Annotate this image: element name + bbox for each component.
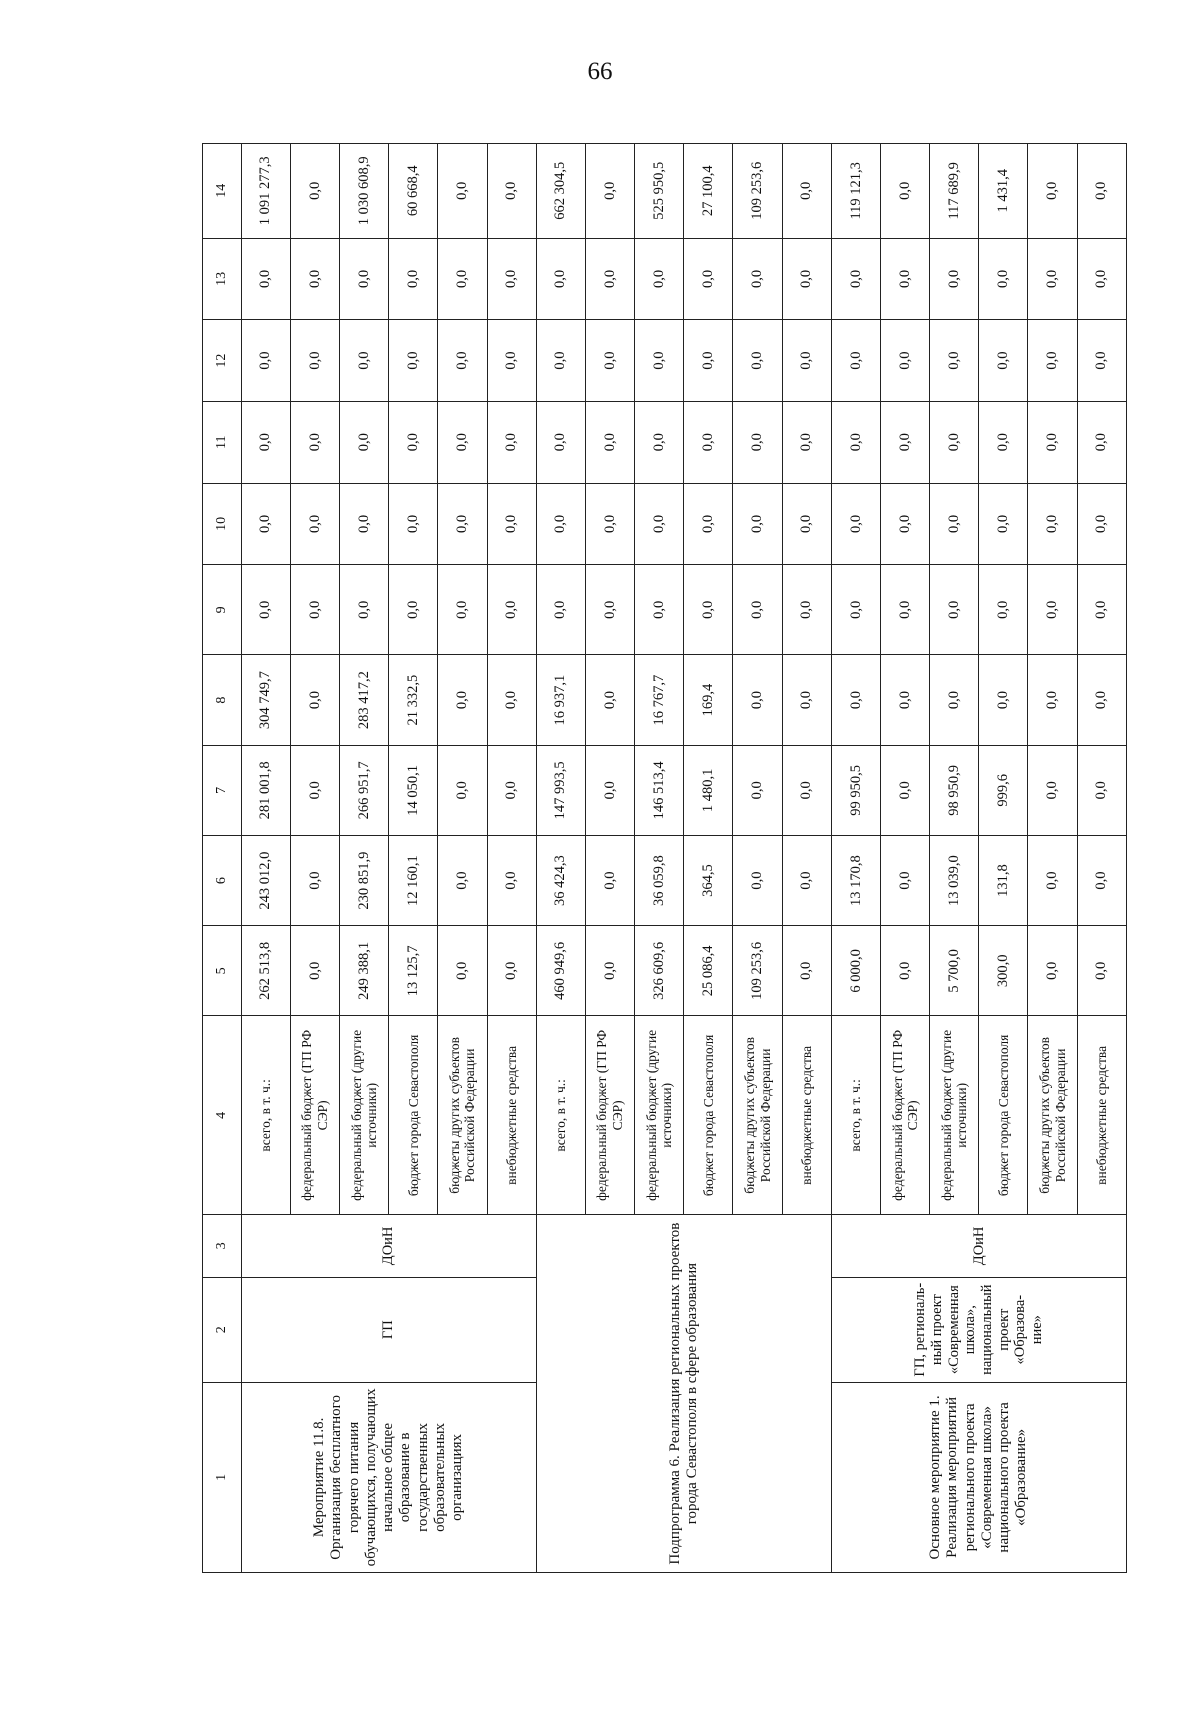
value-cell: 21 332,5 [389, 655, 438, 745]
value-cell: 98 950,9 [930, 745, 979, 835]
value-cell: 0,0 [635, 565, 684, 655]
value-cell: 0,0 [635, 320, 684, 402]
column-header-13: 13 [203, 238, 242, 320]
value-cell: 0,0 [340, 565, 389, 655]
value-cell: 0,0 [487, 238, 536, 320]
value-cell: 0,0 [389, 401, 438, 483]
value-cell: 36 424,3 [536, 835, 585, 925]
value-cell: 60 668,4 [389, 144, 438, 239]
funding-source-cell: всего, в т. ч.: [536, 1016, 585, 1215]
entity-name-cell: Мероприятие 11.8. Организация бесплатного горячего питания обучающихся, получающих начальное общее образование в государственных образовательных организациях [241, 1382, 536, 1572]
value-cell: 999,6 [979, 745, 1028, 835]
value-cell: 0,0 [1077, 926, 1126, 1016]
value-cell: 1 480,1 [684, 745, 733, 835]
value-cell: 0,0 [831, 401, 880, 483]
value-cell: 0,0 [290, 144, 339, 239]
value-cell: 0,0 [782, 401, 831, 483]
value-cell: 0,0 [585, 144, 634, 239]
value-cell: 0,0 [880, 655, 929, 745]
value-cell: 0,0 [684, 401, 733, 483]
program-type-cell: ГП [241, 1277, 536, 1382]
value-cell: 0,0 [880, 483, 929, 565]
value-cell: 0,0 [438, 238, 487, 320]
value-cell: 0,0 [241, 320, 290, 402]
value-cell: 0,0 [241, 238, 290, 320]
value-cell: 1 091 277,3 [241, 144, 290, 239]
value-cell: 0,0 [733, 835, 782, 925]
column-header-3: 3 [203, 1215, 242, 1277]
value-cell: 0,0 [290, 320, 339, 402]
value-cell: 109 253,6 [733, 926, 782, 1016]
value-cell: 364,5 [684, 835, 733, 925]
value-cell: 0,0 [487, 144, 536, 239]
value-cell: 266 951,7 [340, 745, 389, 835]
value-cell: 0,0 [782, 144, 831, 239]
value-cell: 0,0 [1028, 144, 1077, 239]
value-cell: 0,0 [733, 655, 782, 745]
funding-source-cell: всего, в т. ч.: [831, 1016, 880, 1215]
value-cell: 0,0 [340, 483, 389, 565]
value-cell: 1 431,4 [979, 144, 1028, 239]
value-cell: 304 749,7 [241, 655, 290, 745]
value-cell: 16 767,7 [635, 655, 684, 745]
value-cell: 0,0 [930, 320, 979, 402]
value-cell: 13 170,8 [831, 835, 880, 925]
value-cell: 0,0 [733, 401, 782, 483]
funding-source-cell: федеральный бюджет (другие источники) [930, 1016, 979, 1215]
column-header-9: 9 [203, 565, 242, 655]
value-cell: 0,0 [536, 565, 585, 655]
value-cell: 0,0 [782, 320, 831, 402]
value-cell: 0,0 [930, 238, 979, 320]
value-cell: 0,0 [782, 655, 831, 745]
value-cell: 0,0 [290, 835, 339, 925]
value-cell: 0,0 [831, 320, 880, 402]
value-cell: 0,0 [585, 320, 634, 402]
value-cell: 0,0 [782, 238, 831, 320]
column-header-6: 6 [203, 835, 242, 925]
value-cell: 36 059,8 [635, 835, 684, 925]
value-cell: 230 851,9 [340, 835, 389, 925]
value-cell: 0,0 [438, 320, 487, 402]
value-cell: 0,0 [585, 926, 634, 1016]
column-header-8: 8 [203, 655, 242, 745]
funding-source-cell: бюджеты других субъектов Российской Федерации [438, 1016, 487, 1215]
value-cell: 283 417,2 [340, 655, 389, 745]
column-header-14: 14 [203, 144, 242, 239]
value-cell: 326 609,6 [635, 926, 684, 1016]
value-cell: 0,0 [389, 320, 438, 402]
value-cell: 0,0 [1028, 320, 1077, 402]
value-cell: 0,0 [1077, 483, 1126, 565]
value-cell: 249 388,1 [340, 926, 389, 1016]
funding-source-cell: бюджеты других субъектов Российской Федерации [1028, 1016, 1077, 1215]
funding-source-cell: бюджет города Севастополя [979, 1016, 1028, 1215]
value-cell: 0,0 [782, 926, 831, 1016]
value-cell: 0,0 [1028, 401, 1077, 483]
column-header-5: 5 [203, 926, 242, 1016]
value-cell: 169,4 [684, 655, 733, 745]
value-cell: 460 949,6 [536, 926, 585, 1016]
value-cell: 0,0 [585, 655, 634, 745]
value-cell: 99 950,5 [831, 745, 880, 835]
value-cell: 0,0 [438, 401, 487, 483]
value-cell: 0,0 [880, 238, 929, 320]
value-cell: 0,0 [487, 926, 536, 1016]
funding-source-cell: всего, в т. ч.: [241, 1016, 290, 1215]
value-cell: 0,0 [635, 401, 684, 483]
value-cell: 117 689,9 [930, 144, 979, 239]
table-row [241, 144, 290, 1573]
value-cell: 0,0 [438, 483, 487, 565]
value-cell: 525 950,5 [635, 144, 684, 239]
value-cell: 281 001,8 [241, 745, 290, 835]
funding-source-cell: внебюджетные средства [782, 1016, 831, 1215]
value-cell: 0,0 [536, 483, 585, 565]
header-row [203, 144, 242, 1573]
value-cell: 1 030 608,9 [340, 144, 389, 239]
column-header-10: 10 [203, 483, 242, 565]
value-cell: 0,0 [733, 745, 782, 835]
value-cell: 0,0 [389, 238, 438, 320]
table-body [203, 144, 1127, 1573]
value-cell: 0,0 [487, 483, 536, 565]
value-cell: 0,0 [340, 238, 389, 320]
value-cell: 109 253,6 [733, 144, 782, 239]
value-cell: 0,0 [290, 401, 339, 483]
value-cell: 0,0 [733, 565, 782, 655]
value-cell: 0,0 [389, 483, 438, 565]
column-header-12: 12 [203, 320, 242, 402]
table-row [831, 144, 880, 1573]
value-cell: 147 993,5 [536, 745, 585, 835]
funding-source-cell: бюджет города Севастополя [389, 1016, 438, 1215]
rotated-table-container [202, 143, 1127, 1573]
entity-name-cell: Основное мероприятие 1. Реализация мероприятий регионального проекта «Современная школа» национального проекта «Образование» [831, 1382, 1126, 1572]
value-cell: 0,0 [536, 320, 585, 402]
value-cell: 0,0 [1028, 745, 1077, 835]
column-header-11: 11 [203, 401, 242, 483]
value-cell: 25 086,4 [684, 926, 733, 1016]
value-cell: 0,0 [438, 835, 487, 925]
value-cell: 0,0 [880, 320, 929, 402]
value-cell: 0,0 [635, 483, 684, 565]
value-cell: 0,0 [585, 835, 634, 925]
value-cell: 0,0 [241, 401, 290, 483]
value-cell: 0,0 [340, 401, 389, 483]
value-cell: 0,0 [585, 565, 634, 655]
value-cell: 0,0 [585, 745, 634, 835]
value-cell: 0,0 [979, 401, 1028, 483]
funding-source-cell: федеральный бюджет (ГП РФ СЭР) [290, 1016, 339, 1215]
value-cell: 131,8 [979, 835, 1028, 925]
value-cell: 0,0 [1077, 745, 1126, 835]
value-cell: 0,0 [1077, 144, 1126, 239]
value-cell: 14 050,1 [389, 745, 438, 835]
value-cell: 0,0 [979, 655, 1028, 745]
value-cell: 0,0 [487, 745, 536, 835]
value-cell: 0,0 [880, 835, 929, 925]
value-cell: 0,0 [880, 926, 929, 1016]
value-cell: 0,0 [290, 565, 339, 655]
executor-cell: ДОиН [241, 1215, 536, 1277]
value-cell: 0,0 [487, 655, 536, 745]
value-cell: 0,0 [1028, 926, 1077, 1016]
value-cell: 0,0 [487, 565, 536, 655]
funding-source-cell: федеральный бюджет (другие источники) [635, 1016, 684, 1215]
value-cell: 243 012,0 [241, 835, 290, 925]
value-cell: 0,0 [733, 320, 782, 402]
value-cell: 0,0 [880, 565, 929, 655]
value-cell: 0,0 [290, 655, 339, 745]
value-cell: 0,0 [1028, 565, 1077, 655]
value-cell: 0,0 [782, 745, 831, 835]
table-row [536, 144, 585, 1573]
value-cell: 0,0 [536, 238, 585, 320]
value-cell: 0,0 [880, 401, 929, 483]
funding-source-cell: бюджеты других субъектов Российской Федерации [733, 1016, 782, 1215]
value-cell: 0,0 [438, 926, 487, 1016]
value-cell: 0,0 [782, 483, 831, 565]
value-cell: 0,0 [831, 238, 880, 320]
value-cell: 0,0 [438, 655, 487, 745]
value-cell: 0,0 [880, 144, 929, 239]
program-type-cell: ГП, региональ-ный проект «Современная школа», национальный проект «Образова-ние» [831, 1277, 1126, 1382]
value-cell: 146 513,4 [635, 745, 684, 835]
value-cell: 0,0 [880, 745, 929, 835]
value-cell: 12 160,1 [389, 835, 438, 925]
value-cell: 0,0 [585, 401, 634, 483]
entity-name-cell: Подпрограмма 6. Реализация региональных проектов города Севастополя в сфере образования [536, 1215, 831, 1573]
value-cell: 0,0 [930, 655, 979, 745]
funding-source-cell: внебюджетные средства [487, 1016, 536, 1215]
column-header-2: 2 [203, 1277, 242, 1382]
value-cell: 13 039,0 [930, 835, 979, 925]
value-cell: 0,0 [979, 565, 1028, 655]
value-cell: 0,0 [1077, 238, 1126, 320]
value-cell: 0,0 [241, 483, 290, 565]
value-cell: 0,0 [684, 238, 733, 320]
value-cell: 0,0 [1077, 565, 1126, 655]
value-cell: 0,0 [930, 565, 979, 655]
value-cell: 300,0 [979, 926, 1028, 1016]
value-cell: 27 100,4 [684, 144, 733, 239]
value-cell: 0,0 [241, 565, 290, 655]
value-cell: 0,0 [733, 238, 782, 320]
column-header-1: 1 [203, 1382, 242, 1572]
value-cell: 0,0 [979, 320, 1028, 402]
funding-source-cell: внебюджетные средства [1077, 1016, 1126, 1215]
value-cell: 0,0 [1077, 320, 1126, 402]
value-cell: 0,0 [684, 320, 733, 402]
value-cell: 0,0 [782, 565, 831, 655]
value-cell: 0,0 [1077, 401, 1126, 483]
value-cell: 0,0 [389, 565, 438, 655]
value-cell: 662 304,5 [536, 144, 585, 239]
value-cell: 0,0 [831, 655, 880, 745]
value-cell: 0,0 [930, 483, 979, 565]
value-cell: 0,0 [1028, 238, 1077, 320]
value-cell: 0,0 [340, 320, 389, 402]
value-cell: 0,0 [290, 926, 339, 1016]
value-cell: 13 125,7 [389, 926, 438, 1016]
value-cell: 0,0 [684, 483, 733, 565]
value-cell: 0,0 [635, 238, 684, 320]
column-header-4: 4 [203, 1016, 242, 1215]
value-cell: 262 513,8 [241, 926, 290, 1016]
value-cell: 0,0 [585, 238, 634, 320]
funding-source-cell: бюджет города Севастополя [684, 1016, 733, 1215]
budget-table [202, 143, 1127, 1573]
value-cell: 0,0 [1028, 655, 1077, 745]
value-cell: 0,0 [979, 238, 1028, 320]
value-cell: 0,0 [438, 565, 487, 655]
page-number: 66 [587, 58, 613, 85]
value-cell: 16 937,1 [536, 655, 585, 745]
value-cell: 0,0 [290, 483, 339, 565]
value-cell: 6 000,0 [831, 926, 880, 1016]
executor-cell: ДОиН [831, 1215, 1126, 1277]
funding-source-cell: федеральный бюджет (ГП РФ СЭР) [585, 1016, 634, 1215]
value-cell: 0,0 [782, 835, 831, 925]
value-cell: 0,0 [1028, 483, 1077, 565]
value-cell: 0,0 [290, 745, 339, 835]
funding-source-cell: федеральный бюджет (другие источники) [340, 1016, 389, 1215]
value-cell: 0,0 [831, 483, 880, 565]
value-cell: 0,0 [487, 835, 536, 925]
value-cell: 0,0 [684, 565, 733, 655]
funding-source-cell: федеральный бюджет (ГП РФ СЭР) [880, 1016, 929, 1215]
value-cell: 0,0 [536, 401, 585, 483]
value-cell: 0,0 [831, 565, 880, 655]
value-cell: 0,0 [487, 320, 536, 402]
value-cell: 0,0 [979, 483, 1028, 565]
value-cell: 0,0 [733, 483, 782, 565]
value-cell: 119 121,3 [831, 144, 880, 239]
value-cell: 0,0 [438, 745, 487, 835]
value-cell: 5 700,0 [930, 926, 979, 1016]
column-header-7: 7 [203, 745, 242, 835]
value-cell: 0,0 [585, 483, 634, 565]
value-cell: 0,0 [438, 144, 487, 239]
value-cell: 0,0 [1077, 835, 1126, 925]
value-cell: 0,0 [290, 238, 339, 320]
value-cell: 0,0 [487, 401, 536, 483]
value-cell: 0,0 [1077, 655, 1126, 745]
value-cell: 0,0 [1028, 835, 1077, 925]
value-cell: 0,0 [930, 401, 979, 483]
